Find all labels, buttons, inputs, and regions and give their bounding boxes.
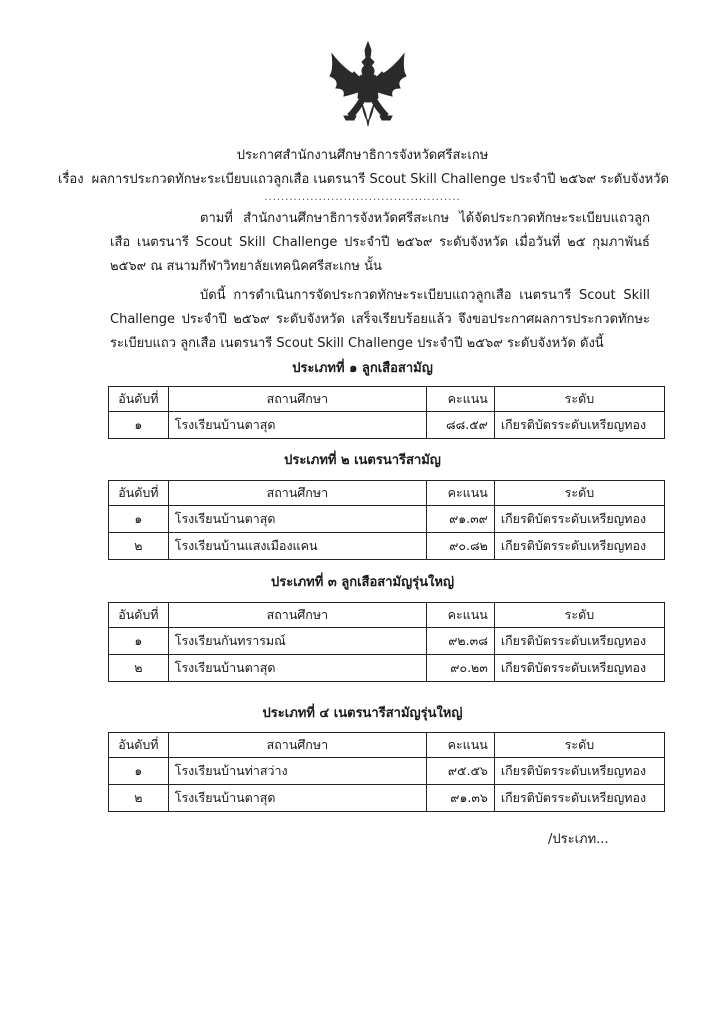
score-cell: ๙๐.๒๓ bbox=[427, 655, 495, 682]
header-rank: อันดับที่ bbox=[109, 387, 169, 412]
table-header-row bbox=[109, 733, 665, 758]
score-cell: ๙๑.๓๙ bbox=[427, 506, 495, 533]
separator-dots: ............................................... bbox=[264, 192, 461, 203]
category-3-title: ประเภทที่ ๓ ลูกเสือสามัญรุ่นใหญ่ bbox=[270, 575, 455, 590]
table-header-row bbox=[109, 481, 665, 506]
category-4-table bbox=[108, 732, 665, 812]
header-school: สถานศึกษา bbox=[168, 387, 426, 412]
level-cell: เกียรติบัตรระดับเหรียญทอง bbox=[494, 655, 664, 682]
table-header-row bbox=[109, 603, 665, 628]
level-cell: เกียรติบัตรระดับเหรียญทอง bbox=[494, 506, 664, 533]
table-row bbox=[109, 412, 665, 439]
rank-cell: ๑ bbox=[109, 758, 169, 785]
table-row bbox=[109, 785, 665, 812]
rank-cell: ๑ bbox=[109, 506, 169, 533]
header-level: ระดับ bbox=[494, 603, 664, 628]
header-level: ระดับ bbox=[494, 733, 664, 758]
category-1-title: ประเภทที่ ๑ ลูกเสือสามัญ bbox=[292, 361, 433, 376]
score-cell: ๙๑.๓๖ bbox=[427, 785, 495, 812]
table-header-row bbox=[109, 387, 665, 412]
header-rank: อันดับที่ bbox=[109, 481, 169, 506]
garuda-emblem-icon bbox=[326, 40, 410, 138]
header-rank: อันดับที่ bbox=[109, 603, 169, 628]
header-school: สถานศึกษา bbox=[168, 733, 426, 758]
header-school: สถานศึกษา bbox=[168, 603, 426, 628]
rank-cell: ๑ bbox=[109, 628, 169, 655]
header-score: คะแนน bbox=[427, 387, 495, 412]
score-cell: ๙๕.๕๖ bbox=[427, 758, 495, 785]
announcement-title: ประกาศสำนักงานศึกษาธิการจังหวัดศรีสะเกษ bbox=[236, 148, 489, 163]
header-level: ระดับ bbox=[494, 481, 664, 506]
table-row bbox=[109, 758, 665, 785]
rank-cell: ๒ bbox=[109, 533, 169, 560]
header-school: สถานศึกษา bbox=[168, 481, 426, 506]
table-row bbox=[109, 628, 665, 655]
school-cell: โรงเรียนบ้านตาสุด bbox=[168, 785, 426, 812]
category-2-table bbox=[108, 480, 665, 560]
level-cell: เกียรติบัตรระดับเหรียญทอง bbox=[494, 628, 664, 655]
level-cell: เกียรติบัตรระดับเหรียญทอง bbox=[494, 758, 664, 785]
next-page-marker: /ประเภท... bbox=[548, 832, 609, 847]
header-score: คะแนน bbox=[427, 733, 495, 758]
category-1-table bbox=[108, 386, 665, 439]
score-cell: ๙๐.๘๒ bbox=[427, 533, 495, 560]
school-cell: โรงเรียนบ้านตาสุด bbox=[168, 412, 426, 439]
school-cell: โรงเรียนกันทรารมณ์ bbox=[168, 628, 426, 655]
subject-line bbox=[58, 171, 698, 189]
category-4-title: ประเภทที่ ๔ เนตรนารีสามัญรุ่นใหญ่ bbox=[262, 706, 463, 721]
school-cell: โรงเรียนบ้านตาสุด bbox=[168, 655, 426, 682]
subject-text: ผลการประกวดทักษะระเบียบแถวลูกเสือ เนตรนารี Scout Skill Challenge ประจำปี ๒๕๖๙ ระดับจังหวัด bbox=[91, 172, 669, 187]
header-score: คะแนน bbox=[427, 603, 495, 628]
header-level: ระดับ bbox=[494, 387, 664, 412]
paragraph-announcement: บัดนี้ การดำเนินการจัดประกวดทักษะระเบียบแถวลูกเสือ เนตรนารี Scout Skill Challenge ประจำปี ๒๕๖๙ ระดับจังหวัด เสร็จเรียบร้อยแล้ว จึงขอประกาศผลการประกวดทักษะระเบียบแถว ลูกเสือ เนตรนารี Scout Skill Challenge ประจำปี ๒๕๖๙ ระดับจังหวัด ดังนี้ bbox=[110, 288, 650, 351]
table-row bbox=[109, 533, 665, 560]
rank-cell: ๒ bbox=[109, 655, 169, 682]
school-cell: โรงเรียนบ้านท่าสว่าง bbox=[168, 758, 426, 785]
header-score: คะแนน bbox=[427, 481, 495, 506]
level-cell: เกียรติบัตรระดับเหรียญทอง bbox=[494, 533, 664, 560]
score-cell: ๘๘.๕๙ bbox=[427, 412, 495, 439]
score-cell: ๙๒.๓๘ bbox=[427, 628, 495, 655]
table-row bbox=[109, 655, 665, 682]
level-cell: เกียรติบัตรระดับเหรียญทอง bbox=[494, 412, 664, 439]
level-cell: เกียรติบัตรระดับเหรียญทอง bbox=[494, 785, 664, 812]
school-cell: โรงเรียนบ้านตาสุด bbox=[168, 506, 426, 533]
category-2-title: ประเภทที่ ๒ เนตรนารีสามัญ bbox=[284, 453, 441, 468]
header-rank: อันดับที่ bbox=[109, 733, 169, 758]
school-cell: โรงเรียนบ้านแสงเมืองแคน bbox=[168, 533, 426, 560]
paragraph-intro: ตามที่ สำนักงานศึกษาธิการจังหวัดศรีสะเกษ ได้จัดประกวดทักษะระเบียบแถวลูกเสือ เนตรนารี Scout Skill Challenge ประจำปี ๒๕๖๙ ระดับจังหวัด เมื่อวันที่ ๒๕ กุมภาพันธ์ ๒๕๖๙ ณ สนามกีฬาวิทยาลัยเทคนิคศรีสะเกษ นั้น bbox=[110, 211, 650, 274]
subject-label: เรื่อง bbox=[58, 172, 84, 187]
rank-cell: ๒ bbox=[109, 785, 169, 812]
rank-cell: ๑ bbox=[109, 412, 169, 439]
category-3-table bbox=[108, 602, 665, 682]
table-row bbox=[109, 506, 665, 533]
